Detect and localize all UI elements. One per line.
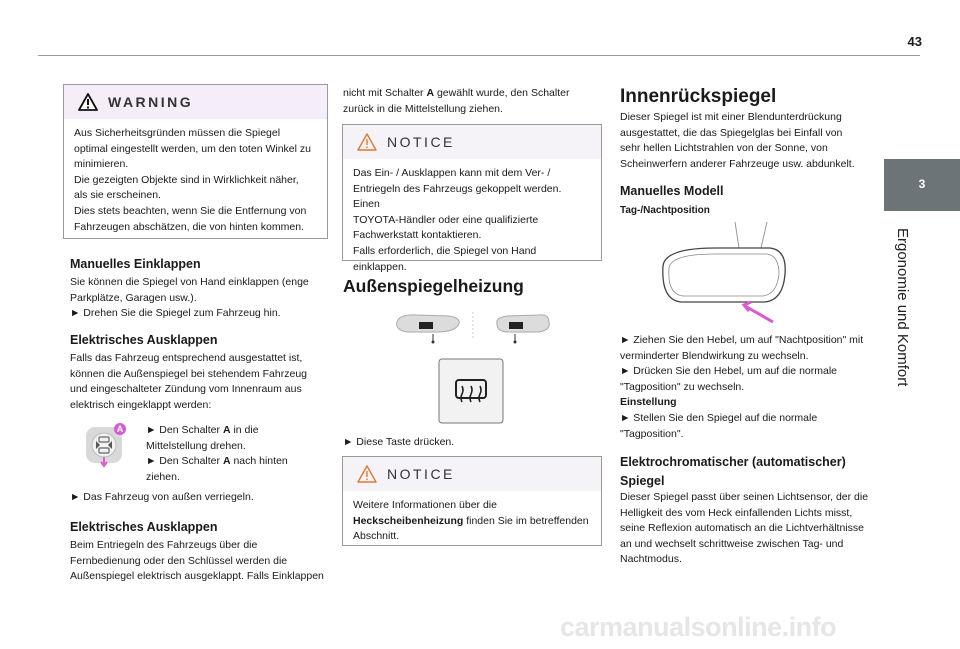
notice-icon: [357, 465, 377, 483]
notice-icon: [357, 133, 377, 151]
warning-box: [63, 84, 328, 239]
chapter-tab[interactable]: [884, 159, 960, 211]
notice-title-2: NOTICE: [387, 466, 455, 482]
warning-text: Aus Sicherheitsgründen müssen die Spiegel optimal eingestellt werden, um den toten Winkel zu minimieren. Die gezeigten Objekte sind in Wirklichkeit näher, als sie erscheinen. Dies stets beachten, wenn Sie die Entfernung von Fahrzeugen abschätzen, die von hinten kommen.: [74, 127, 311, 233]
switch-steps: ► Den Schalter A in die Mittelstellung drehen. ► Den Schalter A nach hinten ziehen.: [146, 424, 288, 483]
interior-mirror-heading: Innenrückspiegel: [620, 86, 777, 107]
rear-defrost-button-icon[interactable]: [438, 358, 504, 424]
chapter-number: 3: [918, 177, 926, 191]
col2-intro: nicht mit Schalter A gewählt wurde, den Schalter zurück in die Mittelstellung ziehen.: [343, 87, 570, 115]
watermark: carmanualsonline.info: [560, 612, 837, 642]
notice-box-2: [342, 456, 602, 546]
electric-unfold-text: Beim Entriegeln des Fahrzeugs über die Fernbedienung oder den Schlüssel werden die Außenspiegel elektrisch ausgeklappt. Falls Einklappen: [70, 539, 324, 583]
manual-fold-text: Sie können die Spiegel von Hand einklappen (enge Parkplätze, Garagen usw.). ► Drehen Sie die Spiegel zum Fahrzeug hin.: [70, 276, 309, 320]
auto-mirror-heading: Elektrochromatischer (automatischer) Spiegel: [620, 455, 846, 488]
header-rule: [38, 55, 920, 56]
notice-text-1: Das Ein- / Ausklappen kann mit dem Ver- / Entriegeln des Fahrzeugs gekoppelt werden. Einen TOYOTA-Händler oder eine qualifizierte Fachwerkstatt kontaktieren. Falls erforderlich, die Spiegel von Hand einklappen.: [353, 167, 562, 273]
warning-icon: [78, 93, 98, 111]
manual-model-heading: Manuelles Modell: [620, 184, 724, 198]
mirror-heating-heading: Außenspiegelheizung: [343, 276, 524, 296]
warning-title: WARNING: [108, 94, 194, 110]
lock-step: ► Das Fahrzeug von außen verriegeln.: [70, 491, 254, 503]
page-number: 43: [907, 34, 922, 49]
notice-text-2: Weitere Informationen über die Heckscheibenheizung finden Sie im betreffenden Abschnitt.: [353, 499, 589, 543]
setting-label: Einstellung: [620, 396, 677, 409]
notice-box-1: [342, 124, 602, 273]
switch-label: A: [116, 424, 124, 434]
electric-fold-text: Falls das Fahrzeug entsprechend ausgestattet ist, können die Außenspiegel bei stehendem Fahrzeug und eingeschalteter Zündung vom Innenraum aus elektrisch eingeklappt werden:: [70, 352, 307, 411]
chapter-title: Ergonomie und Komfort: [894, 228, 911, 387]
notice-title-1: NOTICE: [387, 134, 455, 150]
electric-fold-heading: Elektrisches Ausklappen: [70, 333, 218, 347]
warning-header: [64, 85, 327, 119]
day-night-steps: ► Ziehen Sie den Hebel, um auf "Nachtposition" mit verminderter Blendwirkung zu wechseln. ► Drücken Sie den Hebel, um auf die normale "Tagposition" zu wechseln. Einstellung ► Stellen Sie den Spiegel auf die normale "Tagposition".: [620, 334, 864, 440]
electric-unfold-heading: Elektrisches Ausklappen: [70, 520, 218, 534]
interior-mirror-intro: Dieser Spiegel ist mit einer Blendunterdrückung ausgestattet, die das Spiegelglas bei Einfall von sehr hellen Lichtstrahlen von der Sonne, von Scheinwerfern anderer Fahrzeuge usw. abdunkelt.: [620, 111, 855, 170]
auto-mirror-text: Dieser Spiegel passt über seinen Lichtsensor, der die Helligkeit des vom Heck einfallenden Lichts misst, seine Reflexion automatisch an die Lichtverhältnisse an und wechselt schrittweise zwischen Tag- und Nachtmodus.: [620, 491, 869, 566]
mirror-heating-illustration: [393, 310, 553, 344]
chapter-title-vertical: [872, 228, 932, 408]
notice-header-2: [343, 457, 601, 491]
day-night-heading: Tag-/Nachtposition: [620, 205, 710, 216]
notice-header-1: [343, 125, 601, 159]
manual-fold-heading: Manuelles Einklappen: [70, 257, 201, 271]
mirror-switch-illustration: [82, 421, 130, 469]
rearview-mirror-illustration: [655, 218, 790, 328]
heating-step: ► Diese Taste drücken.: [343, 436, 455, 448]
